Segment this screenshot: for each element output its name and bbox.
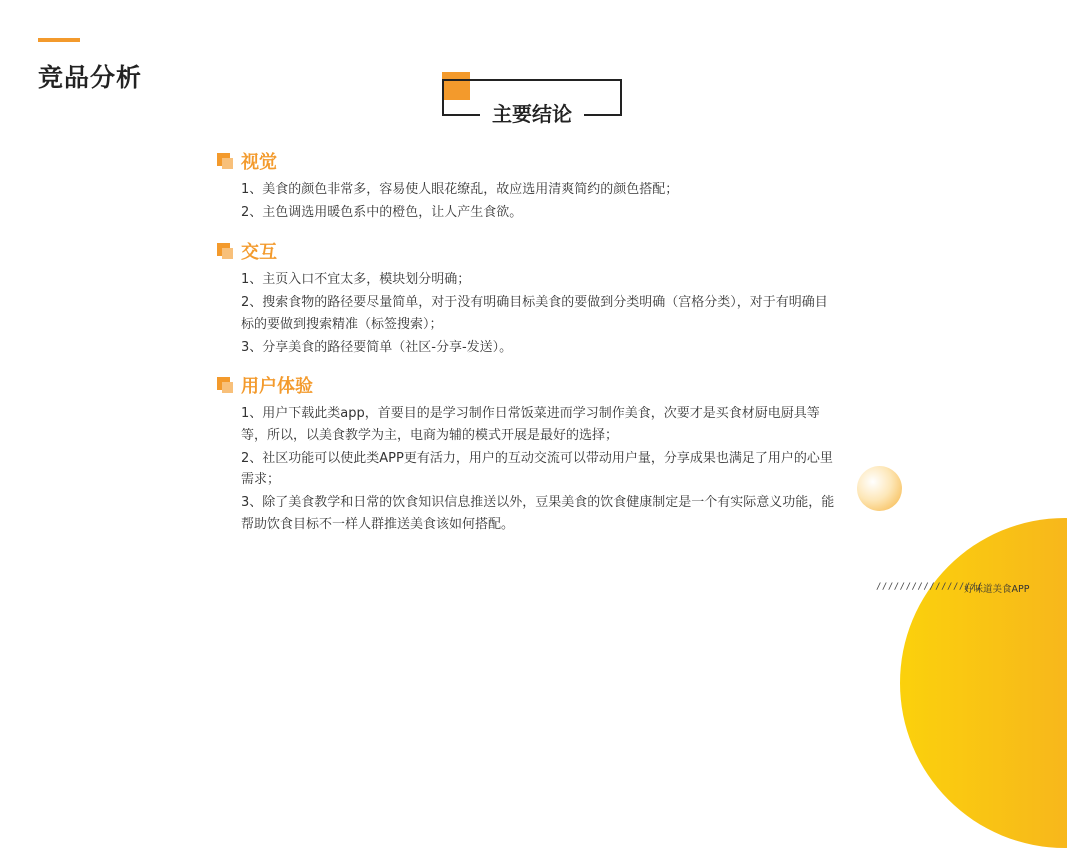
- footer-slashes: //////////////////: [876, 582, 983, 592]
- section-title: 用户体验: [241, 376, 313, 397]
- footer-brand: 好味道美食APP: [964, 584, 1030, 595]
- decorative-blob: [900, 518, 1067, 848]
- list-item: 2、主色调选用暖色系中的橙色，让人产生食欲。: [241, 205, 523, 220]
- list-item: 1、美食的颜色非常多，容易使人眼花缭乱，故应选用清爽简约的颜色搭配；: [241, 182, 679, 197]
- bullet-square-icon: [217, 243, 233, 259]
- section-title: 交互: [241, 242, 277, 263]
- list-item: 1、用户下载此类app，首要目的是学习制作日常饭菜进而学习制作美食，次要才是买食材厨电厨具等等，所以，以美食教学为主，电商为辅的模式开展是最好的选择；: [241, 406, 820, 443]
- list-item: 3、除了美食教学和日常的饮食知识信息推送以外，豆果美食的饮食健康制定是一个有实际意义功能，能帮助饮食目标不一样人群推送美食该如何搭配。: [241, 495, 835, 532]
- bullet-square-icon: [217, 377, 233, 393]
- section-title: 视觉: [241, 152, 277, 173]
- section-visual: [217, 149, 837, 225]
- heading-orange-square: [442, 72, 470, 100]
- page-title: 竞品分析: [38, 63, 143, 92]
- section-user-experience: [217, 373, 837, 537]
- section-heading-frame: [442, 72, 624, 128]
- list-item: 2、搜索食物的路径要尽量简单，对于没有明确目标美食的要做到分类明确（宫格分类），对于有明确目标的要做到搜索精准（标签搜索）；: [241, 295, 828, 332]
- section-interaction: [217, 239, 837, 360]
- bullet-square-icon: [217, 153, 233, 169]
- decorative-circle: [857, 466, 902, 511]
- top-accent-bar: [38, 38, 80, 42]
- list-item: 3、分享美食的路径要简单（社区-分享-发送）。: [241, 339, 513, 355]
- list-item: 2、社区功能可以使此类APP更有活力，用户的互动交流可以带动用户量，分享成果也满足了用户的心里需求；: [241, 450, 833, 487]
- list-item: 1、主页入口不宜太多，模块划分明确；: [241, 272, 471, 287]
- section-heading: 主要结论: [480, 100, 584, 128]
